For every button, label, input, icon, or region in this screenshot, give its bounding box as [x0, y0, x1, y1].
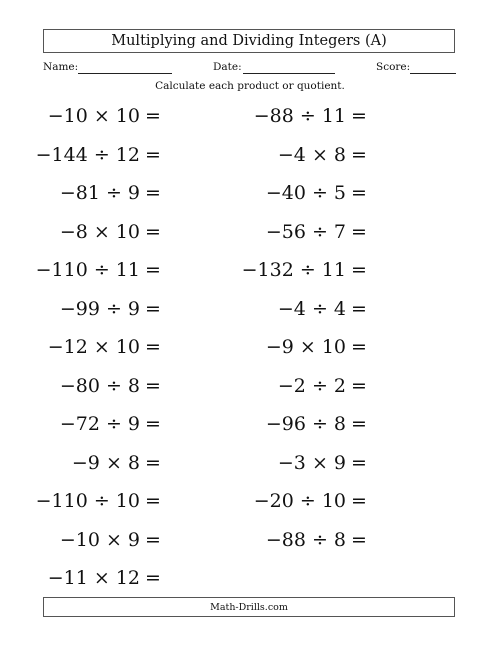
problem-expression: −20 ÷ 10 [253, 490, 346, 512]
equals-sign: = [145, 413, 161, 435]
problem-expression: −81 ÷ 9 [59, 182, 140, 204]
problem-expression: −4 × 8 [277, 143, 346, 166]
equals-sign: = [145, 297, 161, 320]
equals-sign: = [351, 143, 367, 166]
problem-expression: −9 × 8 [71, 451, 140, 474]
date-line[interactable] [243, 73, 335, 74]
problem-expression: −3 × 9 [277, 451, 346, 474]
equals-sign: = [145, 259, 161, 281]
problem-expression: −110 ÷ 11 [35, 259, 140, 281]
problem-expression: −12 × 10 [47, 336, 140, 358]
equals-sign: = [351, 105, 367, 127]
score-label: Score: [376, 61, 411, 73]
score-line[interactable] [410, 73, 456, 74]
problem-expression: −80 ÷ 8 [59, 374, 140, 397]
name-line[interactable] [78, 73, 172, 74]
problem-expression: −4 ÷ 4 [277, 297, 346, 320]
equals-sign: = [351, 297, 367, 320]
equals-sign: = [351, 220, 367, 243]
equals-sign: = [145, 336, 161, 358]
equals-sign: = [351, 490, 367, 512]
equals-sign: = [145, 220, 161, 243]
equals-sign: = [145, 528, 161, 551]
footer [43, 597, 455, 617]
equals-sign: = [145, 567, 161, 589]
problem-expression: −40 ÷ 5 [265, 182, 346, 204]
equals-sign: = [351, 182, 367, 204]
equals-sign: = [351, 336, 367, 358]
equals-sign: = [145, 490, 161, 512]
problem-expression: −99 ÷ 9 [59, 297, 140, 320]
worksheet-title [43, 29, 455, 53]
equals-sign: = [351, 259, 367, 281]
problem-expression: −11 × 12 [47, 567, 140, 589]
problem-expression: −110 ÷ 10 [35, 490, 140, 512]
problem-expression: −10 × 10 [47, 105, 140, 127]
equals-sign: = [145, 451, 161, 474]
name-label: Name: [43, 61, 79, 73]
equals-sign: = [145, 143, 161, 166]
problem-expression: −144 ÷ 12 [35, 143, 140, 166]
equals-sign: = [145, 182, 161, 204]
equals-sign: = [351, 528, 367, 551]
title-text: Multiplying and Dividing Integers (A) [111, 33, 387, 49]
equals-sign: = [145, 105, 161, 127]
problem-expression: −72 ÷ 9 [59, 413, 140, 435]
problem-expression: −88 ÷ 8 [265, 528, 346, 551]
problem-expression: −10 × 9 [59, 528, 140, 551]
equals-sign: = [351, 413, 367, 435]
problem-expression: −56 ÷ 7 [265, 220, 346, 243]
footer-text: Math-Drills.com [210, 601, 288, 613]
problem-expression: −2 ÷ 2 [277, 374, 346, 397]
instructions: Calculate each product or quotient. [155, 80, 345, 92]
problem-expression: −96 ÷ 8 [265, 413, 346, 435]
equals-sign: = [145, 374, 161, 397]
equals-sign: = [351, 451, 367, 474]
equals-sign: = [351, 374, 367, 397]
date-label: Date: [213, 61, 242, 73]
problem-expression: −8 × 10 [59, 220, 140, 243]
problem-expression: −132 ÷ 11 [241, 259, 346, 281]
problem-expression: −88 ÷ 11 [253, 105, 346, 127]
problem-expression: −9 × 10 [265, 336, 346, 358]
